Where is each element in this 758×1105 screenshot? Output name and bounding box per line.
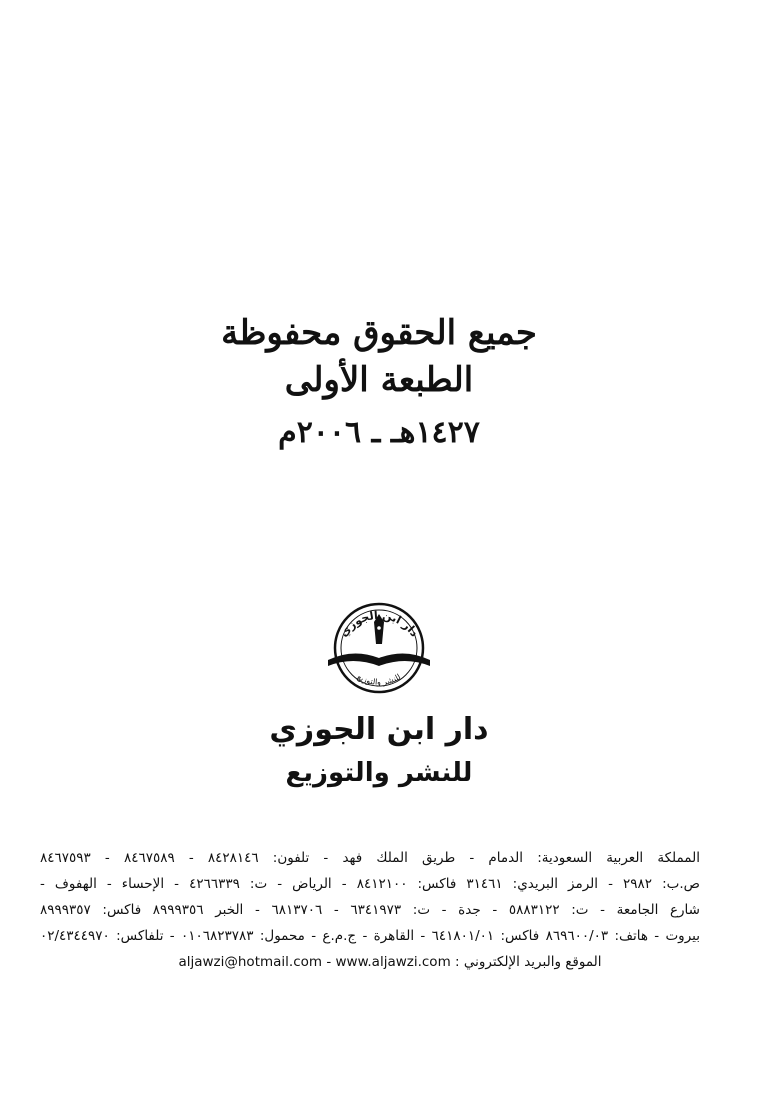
contact-line-jeddah: شارع الجامعة - ت: ٥٨٨٣١٢٢ - جدة - ت: ٦٣٤١٩٧٣ - ٦٨١٣٧٠٦ - الخبر ٨٩٩٩٣٥٦ فاكس: ٨٩٩٩٣٥٧ [40, 902, 700, 918]
publisher-logo [318, 598, 440, 698]
publication-date: ١٤٢٧هـ ـ ٢٠٠٦م [278, 415, 480, 450]
rights-reserved-heading: جميع الحقوق محفوظة [221, 313, 537, 353]
logo-arc-text: دار ابن الجوزي [337, 608, 422, 640]
edition-heading: الطبعة الأولى [284, 360, 474, 400]
publisher-subtitle: للنشر والتوزيع [285, 758, 473, 788]
svg-text:للنشر والتوزيع [356, 672, 403, 687]
contact-line-pobox: ص.ب: ٢٩٨٢ - الرمز البريدي: ٣١٤٦١ فاكس: ٨٤١٢١٠٠ - الرياض - ت: ٤٢٦٦٣٣٩ - الإحساء - الهفوف - [40, 876, 700, 892]
logo-bottom-text: للنشر والتوزيع [355, 672, 403, 687]
contact-line-web: الموقع والبريد الإلكتروني : aljawzi@hotmail.com - www.aljawzi.com [178, 954, 602, 970]
contact-line-beirut-cairo: بيروت - هاتف: ٨٦٩٦٠٠/٠٣ فاكس: ٦٤١٨٠١/٠١ - القاهرة - ج.م.ع - محمول: ٠١٠٦٨٢٣٧٨٣ - تلفاكس: ٠٢/٤٣٤٤٩٧٠ [40, 928, 700, 944]
contact-line-saudi: المملكة العربية السعودية: الدمام - طريق الملك فهد - تلفون: ٨٤٢٨١٤٦ - ٨٤٦٧٥٨٩ - ٨٤٦٧٥٩٣ [40, 850, 700, 866]
publisher-name: دار ابن الجوزي [269, 712, 489, 747]
